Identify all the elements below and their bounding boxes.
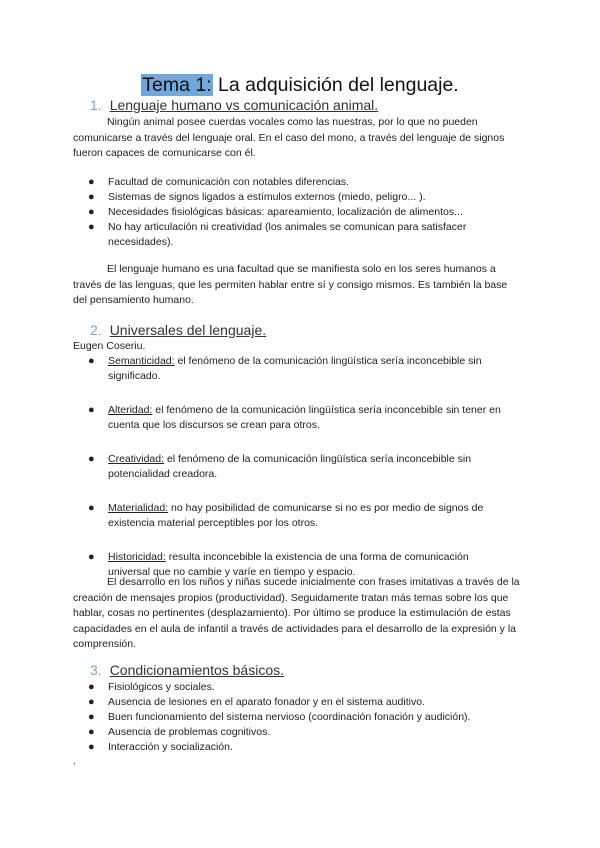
section2-heading [90,322,266,339]
section1-heading-text: Lenguaje humano vs comunicación animal. [109,97,379,113]
section2-number: 2. [90,322,102,338]
list-item: ● Ausencia de lesiones en el aparato fonador y en el sistema auditivo. [88,696,425,708]
bullet-icon: ● [88,726,95,738]
section1-intro-text: Ningún animal posee cuerdas vocales como las nuestras, por lo que no pueden comunicarse a través del lenguaje oral. En el caso del mono, a través del lenguaje de signos fueron capaces de comunicarse con él. [73,116,505,159]
bullet-icon: ● [88,176,95,188]
section2-author: Eugen Coseriu. [73,340,146,352]
title-highlight: Tema 1: [142,74,212,96]
list-item: ● Creatividad: el fenómeno de la comunicación lingüística sería inconcebible sin potencialidad creadora. [88,453,472,480]
list-item: ● Interacción y socialización. [88,741,233,753]
list-item: ● Alteridad: el fenómeno de la comunicación lingüística sería inconcebible sin tener en cuenta que los discursos se crean para otros. [88,404,501,431]
bullet-icon: ● [88,711,95,723]
section1-number: 1. [90,97,102,113]
section2-closing [73,575,523,653]
list-item: ● Historicidad: resulta inconcebible la existencia de una forma de comunicación universal que no cambie y varíe en tiempo y espacio. [88,551,469,578]
list-item: ● Fisiológicos y sociales. [88,681,215,693]
bullet-icon: ● [88,404,95,416]
section1-closing [73,262,523,309]
bullet-icon: ● [88,502,95,514]
bullet-icon: ● [88,741,95,753]
bullet-icon: ● [88,355,95,367]
list-item: ● Ausencia de problemas cognitivos. [88,726,271,738]
bullet-icon: ● [88,681,95,693]
section3-heading-text: Condicionamientos básicos. [109,662,285,678]
list-item: ● Semanticidad: el fenómeno de la comunicación lingüística sería inconcebible sin significado. [88,355,482,382]
section1-heading [90,97,378,114]
section2-universals-list [0,354,508,580]
page-title [0,73,600,97]
bullet-icon: ● [88,453,95,465]
section1-closing-text: El lenguaje humano es una facultad que se manifiesta solo en los seres humanos a través de las lenguas, que les permiten hablar entre sí y consigo mismos. Es también la base del pensamiento humano. [73,263,508,306]
list-item: ● Buen funcionamiento del sistema nervioso (coordinación fonación y audición). [88,711,471,723]
trailing-mark: . [73,756,76,767]
bullet-icon: ● [88,191,95,203]
title-rest: La adquisición del lenguaje. [212,74,459,96]
section3-number: 3. [90,662,102,678]
list-item: ● No hay articulación ni creatividad (los animales se comunican para satisfacer necesidades). [88,221,467,248]
bullet-icon: ● [88,551,95,563]
list-item: ● Sistemas de signos ligados a estímulos externos (miedo, peligro... ). [88,191,426,203]
list-item: ● Materialidad: no hay posibilidad de comunicarse si no es por medio de signos de existencia material perceptibles por los otros. [88,502,484,529]
list-item: ● Facultad de comunicación con notables diferencias. [88,176,350,188]
bullet-icon: ● [88,696,95,708]
bullet-icon: ● [88,206,95,218]
section3-bullet-list [0,680,508,755]
bullet-icon: ● [88,221,95,233]
section2-heading-text: Universales del lenguaje. [109,322,267,338]
section3-heading [90,662,284,679]
section1-bullet-list [0,175,508,250]
section2-closing-text: El desarrollo en los niños y niñas sucede inicialmente con frases imitativas a través de la creación de mensajes propios (productividad). Seguidamente tratan más temas sobre los que hablar, cosas no pertinentes (desplazamiento). Por último se produce la estimulación de estas capacidades en el aula de infantil a través de actividades para el desarrollo de la expresión y la comprensión. [73,576,520,650]
list-item: ● Necesidades fisiológicas básicas: apareamiento, localización de alimentos... [88,206,463,218]
section1-intro [73,115,513,162]
